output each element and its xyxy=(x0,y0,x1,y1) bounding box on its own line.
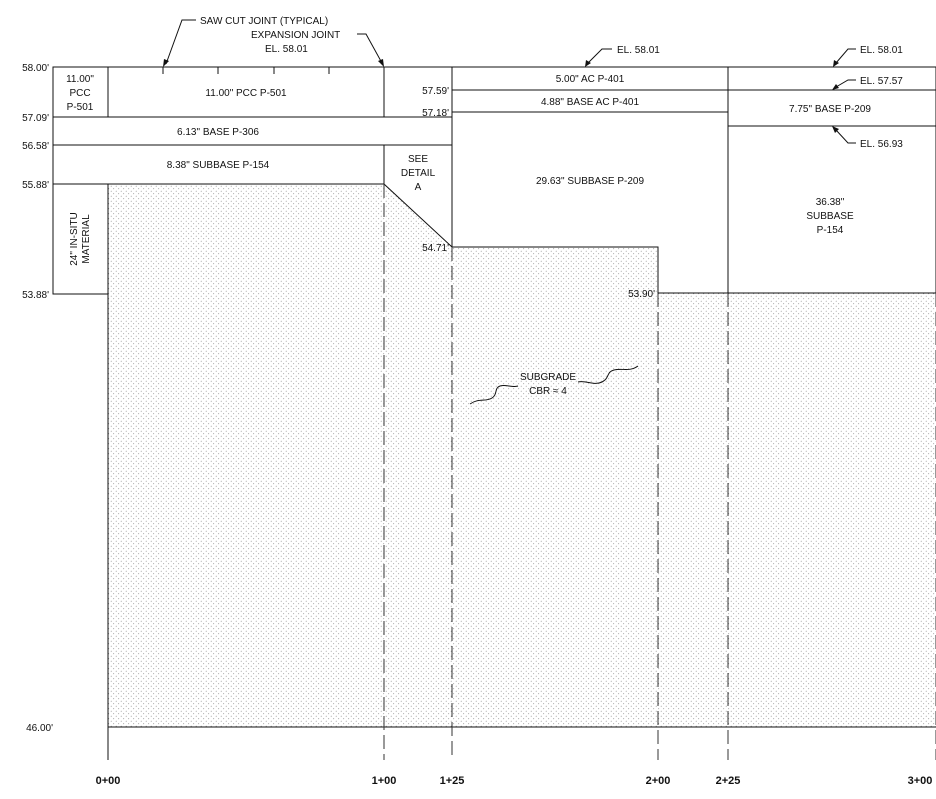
see-detail-label: SEE xyxy=(407,154,429,165)
station-label: 0+00 xyxy=(95,775,121,787)
station-label: 3+00 xyxy=(907,775,933,787)
right-section xyxy=(728,67,936,293)
see-detail-label: A xyxy=(414,182,422,193)
station-label: 1+00 xyxy=(371,775,397,787)
pcc-left-label: PCC xyxy=(69,88,91,99)
station-label: 2+25 xyxy=(715,775,741,787)
subbase-p154-left-label: 8.38" SUBBASE P-154 xyxy=(166,160,270,171)
subbase-p154-right-label: P-154 xyxy=(816,225,844,236)
el-58-01-callout: EL. 58.01 xyxy=(860,45,903,56)
elev-label: 55.88' xyxy=(22,180,49,191)
elev-label: 46.00' xyxy=(26,723,53,734)
elev-57-59-label: 57.59' xyxy=(422,86,449,97)
station-label: 1+25 xyxy=(439,775,465,787)
el-58-01-callout: EL. 58.01 xyxy=(617,45,660,56)
subbase-p209-label: 29.63" SUBBASE P-209 xyxy=(535,176,645,187)
elev-label: 58.00' xyxy=(22,63,49,74)
see-detail-label: DETAIL xyxy=(400,168,436,179)
subgrade-label: CBR ≈ 4 xyxy=(529,386,567,397)
saw-cut-callout: SAW CUT JOINT (TYPICAL) xyxy=(200,16,329,27)
el-57-57-callout: EL. 57.57 xyxy=(860,76,903,87)
subgrade-layer xyxy=(108,184,936,727)
base-p306-label: 6.13" BASE P-306 xyxy=(177,127,259,138)
elev-label: 56.58' xyxy=(22,141,49,152)
saw-cut-ticks xyxy=(163,67,329,74)
station-label: 2+00 xyxy=(645,775,671,787)
elevation-axis xyxy=(22,63,53,734)
pcc-main-label: 11.00" PCC P-501 xyxy=(205,88,287,99)
el-56-93-callout: EL. 56.93 xyxy=(860,139,903,150)
ac-right-layer xyxy=(728,67,936,90)
elev-label: 57.09' xyxy=(22,113,49,124)
subgrade-label: SUBGRADE xyxy=(519,372,577,383)
in-situ-label: MATERIAL xyxy=(81,214,92,264)
callouts xyxy=(163,16,903,150)
ac-p401-label: 5.00" AC P-401 xyxy=(555,74,625,85)
station-axis xyxy=(96,775,933,787)
elev-label: 53.88' xyxy=(22,290,49,301)
expansion-joint-callout: EXPANSION JOINT xyxy=(251,30,341,41)
elev-57-18-label: 57.18' xyxy=(422,108,449,119)
base-ac-p401-label: 4.88" BASE AC P-401 xyxy=(540,97,640,108)
el-58-01-callout: EL. 58.01 xyxy=(265,44,308,55)
elev-53-90-label: 53.90' xyxy=(628,289,655,300)
in-situ-label: 24" IN-SITU xyxy=(69,212,80,266)
subbase-p154-right-layer xyxy=(728,126,936,293)
pcc-left-label: 11.00" xyxy=(66,74,94,85)
subbase-p154-right-label: SUBBASE xyxy=(806,211,854,222)
base-p209-label: 7.75" BASE P-209 xyxy=(789,104,871,115)
subbase-p154-right-label: 36.38" xyxy=(815,197,845,208)
elev-54-71-label: 54.71' xyxy=(422,243,449,254)
pcc-left-label: P-501 xyxy=(66,102,94,113)
